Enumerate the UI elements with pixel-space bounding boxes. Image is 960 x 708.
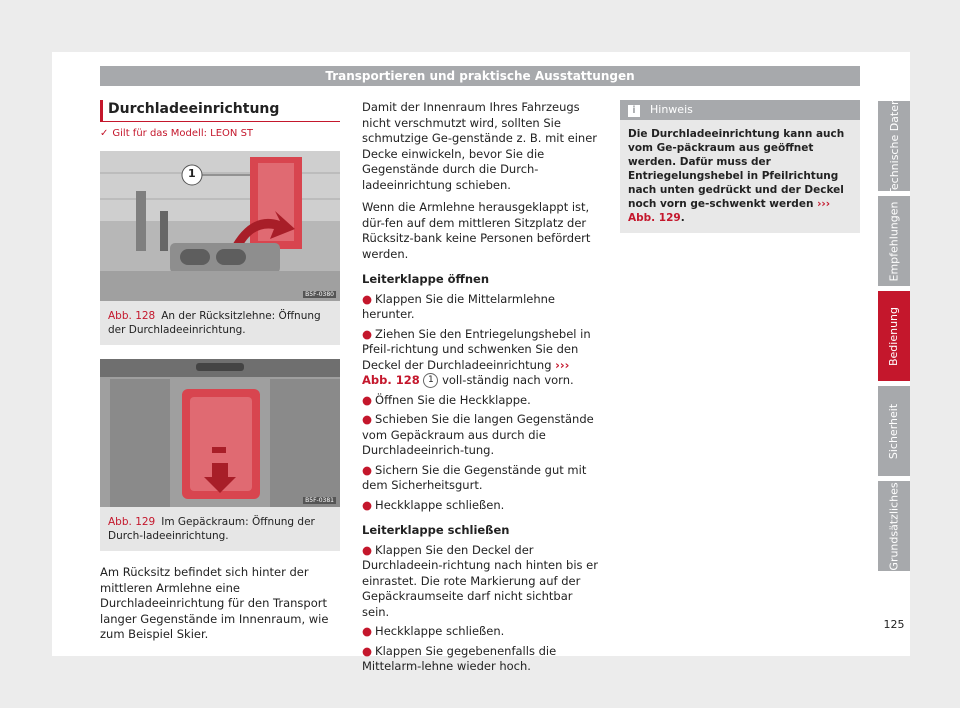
- note-header: i Hinweis: [620, 100, 860, 120]
- check-icon: ✓: [100, 128, 109, 139]
- list-item: ● Öffnen Sie die Heckklappe.: [362, 392, 531, 407]
- tab-technische-daten[interactable]: Technische Daten: [878, 101, 910, 191]
- tab-sicherheit[interactable]: Sicherheit: [878, 386, 910, 476]
- callout-number: 1: [188, 167, 196, 180]
- note-body: Die Durchladeeinrichtung kann auch vom Ge-päckraum aus geöffnet werden. Dafür muss der Entriegelungshebel in Pfeilrichtung nach unten gedrückt und der Deckel noch vorn ge-schwenkt werden ››› Abb. 129.: [628, 128, 845, 224]
- callout-badge: 1: [423, 373, 438, 388]
- list-item: ● Ziehen Sie den Entriegelungshebel in Pfeil-richtung und schwenken Sie den Deckel der Durchladeeinrichtung ››› Abb. 128 1 voll-ständig nach vorn.: [362, 326, 591, 387]
- tab-empfehlungen[interactable]: Empfehlungen: [878, 196, 910, 286]
- right-column: [620, 100, 860, 233]
- list-item: ● Heckklappe schließen.: [362, 497, 505, 512]
- armrest-illustration: [100, 151, 340, 301]
- list-item: ● Heckklappe schließen.: [362, 624, 505, 638]
- tab-bedienung[interactable]: Bedienung: [878, 291, 910, 381]
- manual-page: [52, 52, 910, 673]
- body-text: Am Rücksitz befindet sich hinter der mittleren Armlehne eine Durchladeeinrichtung für den Transport langer Gegenstände im Innenraum, wie zum Beispiel Skier.: [100, 565, 329, 641]
- paragraph: Wenn die Armlehne herausgeklappt ist, dür-fen auf dem mittleren Sitzplatz der Rücksitz-bank keine Personen befördert werden.: [362, 200, 591, 261]
- subheading-open: Leiterklappe öffnen: [362, 272, 490, 286]
- validity-line: ✓ Gilt für das Modell: LEON ST: [100, 128, 254, 139]
- list-item: ● Klappen Sie den Deckel der Durchladeein-richtung nach hinten bis er einrastet. Die rote Markierung auf der Gepäckraumseite darf nicht sichtbar sein.: [362, 542, 598, 619]
- list-item: ● Schieben Sie die langen Gegenstände vom Gepäckraum aus durch die Durchladeeinrich-tung.: [362, 412, 594, 457]
- figure-129: [100, 359, 340, 551]
- figure-caption: Abb. 129 Im Gepäckraum: Öffnung der Durch-ladeeinrichtung.: [108, 516, 315, 542]
- figure-128: [100, 151, 340, 345]
- figure-link[interactable]: ››› Abb. 128: [362, 357, 570, 387]
- figure-caption: Abb. 128 An der Rücksitzlehne: Öffnung der Durchladeeinrichtung.: [108, 310, 321, 336]
- tab-grundsaetzliches[interactable]: Grundsätzliches: [878, 481, 910, 571]
- subheading-close: Leiterklappe schließen: [362, 523, 510, 537]
- section-title: Durchladeeinrichtung: [100, 100, 340, 122]
- figure-code: B5F-0381: [305, 497, 334, 504]
- chapter-header: Transportieren und praktische Ausstattungen: [100, 66, 860, 86]
- trunk-illustration: [100, 359, 340, 507]
- page-number: 125: [883, 618, 905, 631]
- chapter-tabs: [878, 97, 910, 576]
- middle-column: [362, 100, 602, 679]
- list-item: ● Klappen Sie gegebenenfalls die Mittelarm-lehne wieder hoch.: [362, 643, 557, 673]
- left-column: [100, 100, 340, 643]
- figure-link[interactable]: ››› Abb. 129: [628, 198, 831, 224]
- figure-code: B5F-0380: [305, 291, 334, 298]
- list-item: ● Sichern Sie die Gegenstände gut mit dem Sicherheitsgurt.: [362, 462, 587, 492]
- paragraph: Damit der Innenraum Ihres Fahrzeugs nicht verschmutzt wird, sollten Sie schmutzige Ge-genstände z. B. mit einer Decke einwickeln, bevor Sie die Gegenstände durch die Durch-ladeeinrichtung schieben.: [362, 100, 598, 192]
- note-box: [620, 100, 860, 233]
- list-item: ● Klappen Sie die Mittelarmlehne herunter.: [362, 291, 556, 321]
- info-icon: i: [628, 105, 640, 117]
